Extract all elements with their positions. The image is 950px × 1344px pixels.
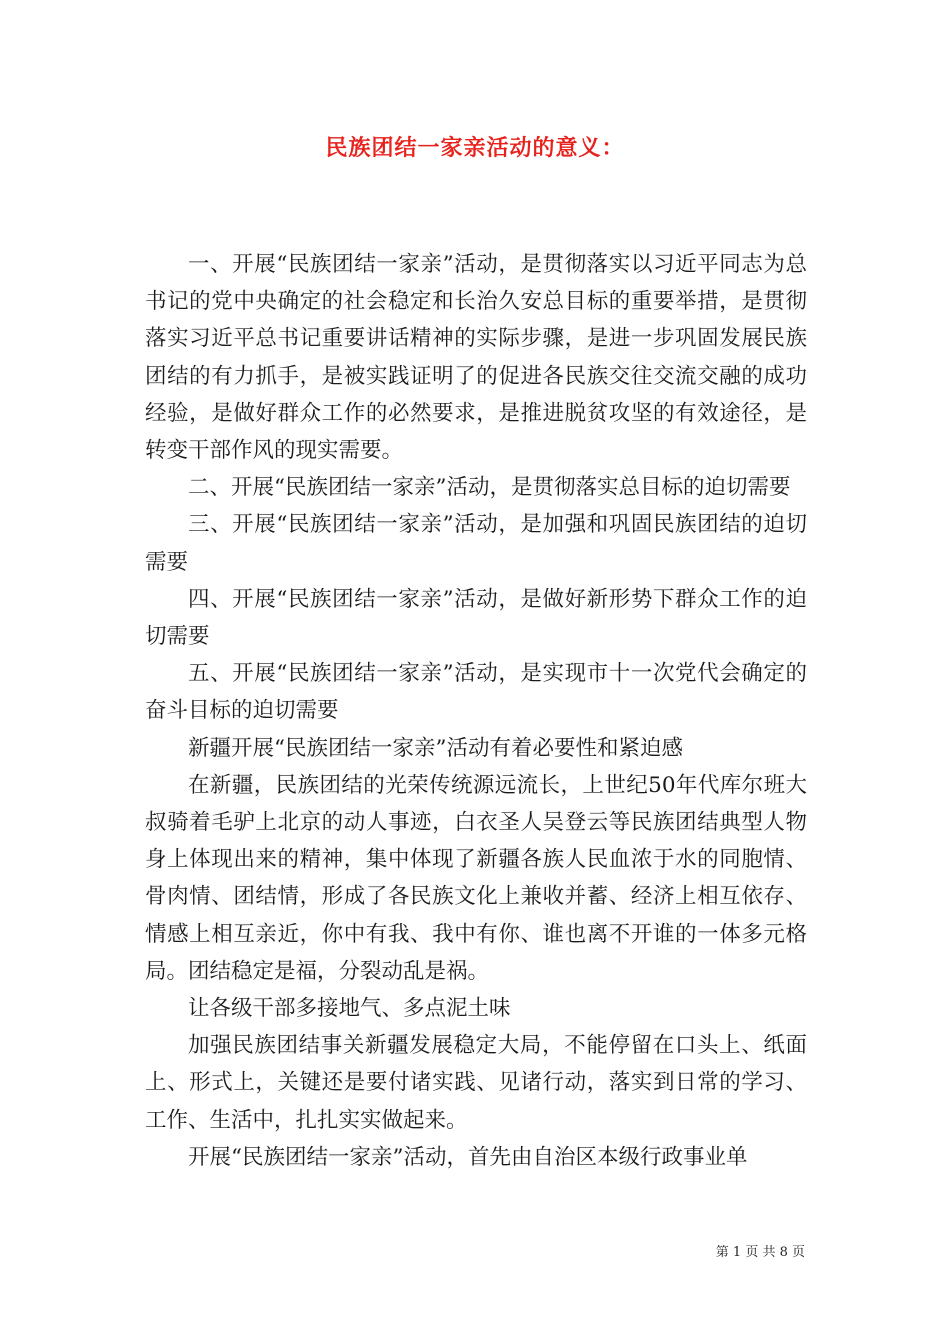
paragraph-5: 五、开展“民族团结一家亲”活动，是实现市十一次党代会确定的奋斗目标的迫切需要 xyxy=(145,661,807,724)
paragraph-9: 加强民族团结事关新疆发展稳定大局，不能停留在口头上、纸面上、形式上，关键还是要付诸实践、见诸行动，落实到日常的学习、工作、生活中，扎扎实实做起来。 xyxy=(145,1033,807,1133)
paragraph-7: 在新疆，民族团结的光荣传统源远流长，上世纪50年代库尔班大叔骑着毛驴上北京的动人事迹，白衣圣人吴登云等民族团结典型人物身上体现出来的精神，集中体现了新疆各族人民血浓于水的同胞情、骨肉情、团结情，形成了各民族文化上兼收并蓄、经济上相互依存、情感上相互亲近，你中有我、我中有你、谁也离不开谁的一体多元格局。团结稳定是福，分裂动乱是祸。 xyxy=(145,772,807,984)
paragraph-1: 一、开展“民族团结一家亲”活动，是贯彻落实以习近平同志为总书记的党中央确定的社会稳定和长治久安总目标的重要举措，是贯彻落实习近平总书记重要讲话精神的实际步骤，是进一步巩固发展民族团结的有力抓手，是被实践证明了的促进各民族交往交流交融的成功经验，是做好群众工作的必然要求，是推进脱贫攻坚的有效途径，是转变干部作风的现实需要。 xyxy=(145,252,807,464)
paragraph-2: 二、开展“民族团结一家亲”活动，是贯彻落实总目标的迫切需要 xyxy=(188,475,791,501)
page-number-footer: 第 1 页 共 8 页 xyxy=(715,1245,805,1260)
document-title: 民族团结一家亲活动的意义： xyxy=(325,135,625,161)
paragraph-4: 四、开展“民族团结一家亲”活动，是做好新形势下群众工作的迫切需要 xyxy=(145,586,807,650)
paragraph-10: 开展“民族团结一家亲”活动，首先由自治区本级行政事业单 xyxy=(188,1144,748,1170)
document-body xyxy=(145,246,807,1176)
paragraph-3: 三、开展“民族团结一家亲”活动，是加强和巩固民族团结的迫切需要 xyxy=(145,512,807,575)
paragraph-8: 让各级干部多接地气、多点泥土味 xyxy=(188,996,511,1022)
paragraph-6: 新疆开展“民族团结一家亲”活动有着必要性和紧迫感 xyxy=(188,735,683,761)
